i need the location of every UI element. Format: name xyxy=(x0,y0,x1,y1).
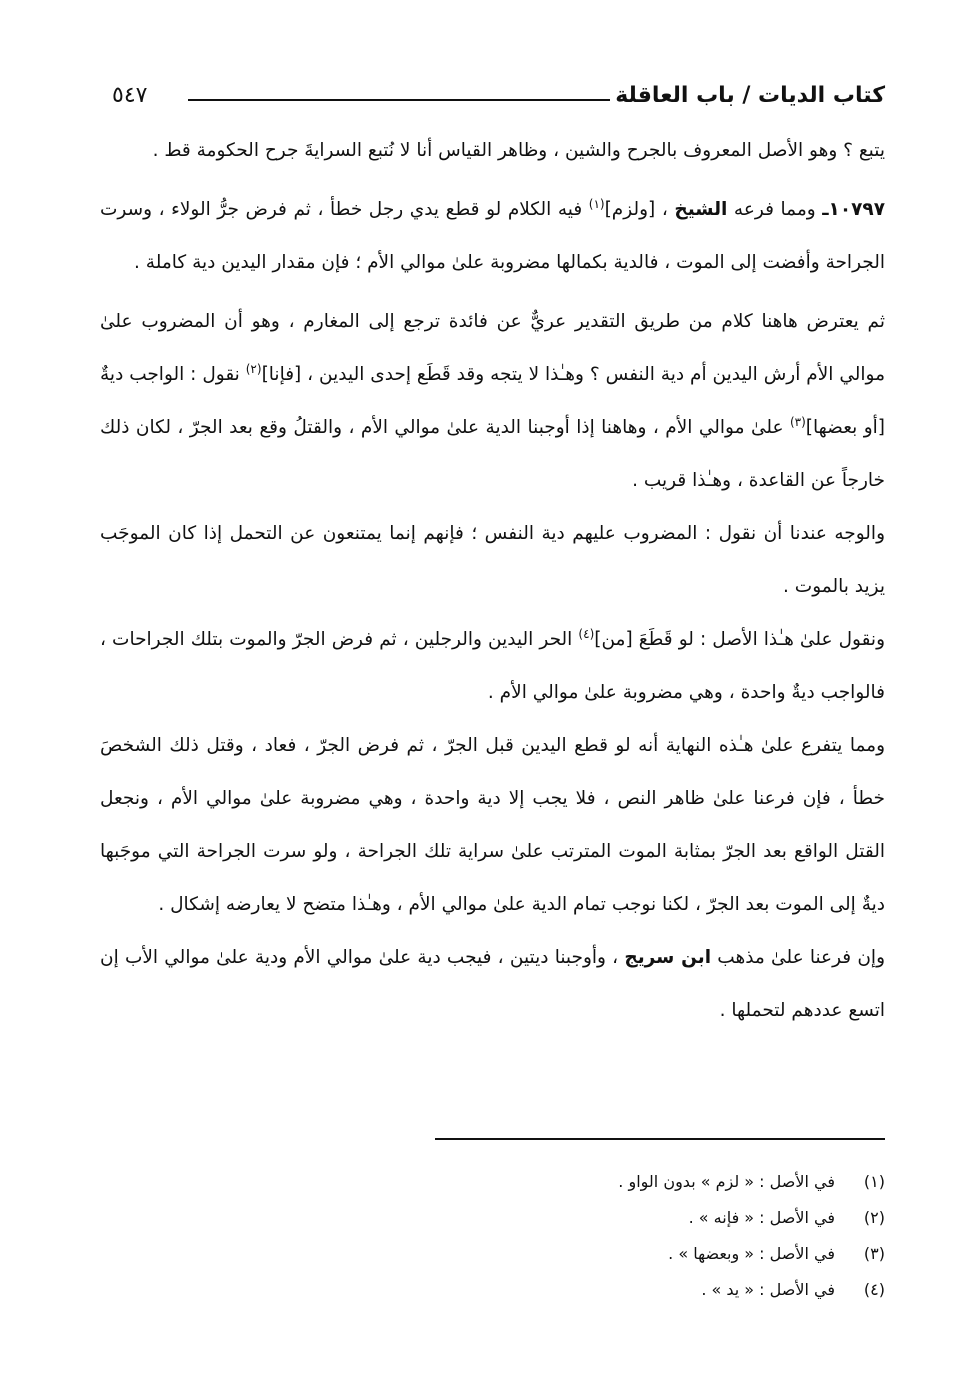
paragraph-2 xyxy=(100,183,885,289)
bold-term-sheikh: الشيخ xyxy=(674,199,728,220)
paragraph-3 xyxy=(100,295,885,507)
footnote-text: في الأصل : « لزم » بدون الواو . xyxy=(618,1172,835,1191)
paragraph-text: ، وأوجبنا ديتين ، فيجب دية علىٰ موالي الأم ودية علىٰ موالي الأب إن اتسع عددهم لتحملها . xyxy=(100,947,885,1021)
body-text xyxy=(100,124,885,1037)
paragraph-text: وإن فرعنا علىٰ مذهب xyxy=(711,947,886,968)
footnotes xyxy=(100,1164,885,1308)
paragraph-text: والوجه عندنا أن نقول : المضروب عليهم دية النفس ؛ فإنهم إنما يمتنعون عن التحمل إذا كان الموجَب يزيد بالموت . xyxy=(100,523,885,597)
paragraph-text: نقول : الواجب ديةٌ [أو بعضها] xyxy=(100,364,885,438)
footnote-text: في الأصل : « فإنه » . xyxy=(688,1208,835,1227)
paragraph-text: يتبع ؟ وهو الأصل المعروف بالجرح والشين ، وظاهر القياس أنا لا نُتبع السرايةَ جرح الحكومة قط . xyxy=(152,140,885,161)
footnote-ref-4[interactable]: (٤) xyxy=(578,626,595,641)
paragraph-text: ومما يتفرع علىٰ هـٰذه النهاية أنه لو قطع اليدين قبل الجرّ ، ثم فرض الجرّ ، فعاد ، وقتل ذلك الشخصَ خطأ ، فإن فرعنا علىٰ ظاهر النص ، فلا يجب إلا دية واحدة ، وهي مضروبة علىٰ موالي الأم ، ونجعل القتل الواقع بعد الجرّ بمثابة الموت المترتب علىٰ سراية تلك الجراحة ، ولو سرت الجراحة التي موجَبها ديةٌ إلى الموت بعد الجرّ ، لكنا نوجب تمام الدية علىٰ موالي الأم ، وهـٰذا متضح لا يعارضه إشكال . xyxy=(100,735,885,915)
footnote-2 xyxy=(100,1200,885,1236)
footnote-ref-3[interactable]: (٣) xyxy=(789,414,806,429)
page-number: ٥٤٧ xyxy=(112,83,148,108)
running-header xyxy=(100,76,885,116)
paragraph-1 xyxy=(100,124,885,177)
footnote-number: (٢) xyxy=(863,1208,885,1227)
paragraph-text: الحر اليدين والرجلين ، ثم فرض الجرّ والموت بتلك الجراحات ، فالواجب ديةٌ واحدة ، وهي مضروبة علىٰ موالي الأم . xyxy=(100,629,885,703)
footnote-number: (١) xyxy=(863,1172,885,1191)
footnote-1 xyxy=(100,1164,885,1200)
footnote-number: (٤) xyxy=(863,1280,885,1299)
paragraph-text: ونقول علىٰ هـٰذا الأصل : لو قَطَعَ [من] xyxy=(594,629,886,650)
book-page xyxy=(100,60,885,1350)
paragraph-text: فيه الكلام لو قطع يدي رجل خطأ ، ثم فرض جرُّ الولاء ، وسرت الجراحة وأفضت إلى الموت ، فالدية بكمالها مضروبة علىٰ موالي الأم ؛ فإن مقدار اليدين دية كاملة . xyxy=(100,199,885,273)
paragraph-text: ، [ولزم] xyxy=(604,199,675,220)
footnote-ref-2[interactable]: (٢) xyxy=(245,361,262,376)
footnote-3 xyxy=(100,1236,885,1272)
paragraph-text: ومما فرعه xyxy=(727,199,823,220)
header-rule xyxy=(188,99,610,101)
bold-term-ibn-surayj: ابن سريج xyxy=(624,947,712,968)
footnote-4 xyxy=(100,1272,885,1308)
footnote-text: في الأصل : « يد » . xyxy=(701,1280,835,1299)
paragraph-4 xyxy=(100,507,885,613)
footnote-text: في الأصل : « وبعضها » . xyxy=(668,1244,835,1263)
paragraph-text: علىٰ موالي الأم ، وهاهنا إذا أوجبنا الدية علىٰ موالي الأم ، والقتلُ وقع بعد الجرّ ، لكان ذلك خارجاً عن القاعدة ، وهـٰذا قريب . xyxy=(100,417,885,491)
issue-number: ١٠٧٩٧ـ xyxy=(822,199,886,220)
paragraph-5 xyxy=(100,613,885,719)
paragraph-6 xyxy=(100,719,885,931)
chapter-title: كتاب الديات / باب العاقلة xyxy=(615,83,885,108)
footnote-rule xyxy=(435,1138,885,1140)
paragraph-7 xyxy=(100,931,885,1037)
footnote-ref-1[interactable]: (١) xyxy=(588,196,605,211)
paragraph-text: ثم يعترض هاهنا كلام من طريق التقدير عريٌّ عن فائدة ترجع إلى المغارم ، وهو أن المضروب علىٰ موالي الأم أرش اليدين أم دية النفس ؟ وهـٰذا لا يتجه وقد قَطَع إحدى اليدين ، [فإنا] xyxy=(100,311,885,385)
footnote-number: (٣) xyxy=(863,1244,885,1263)
